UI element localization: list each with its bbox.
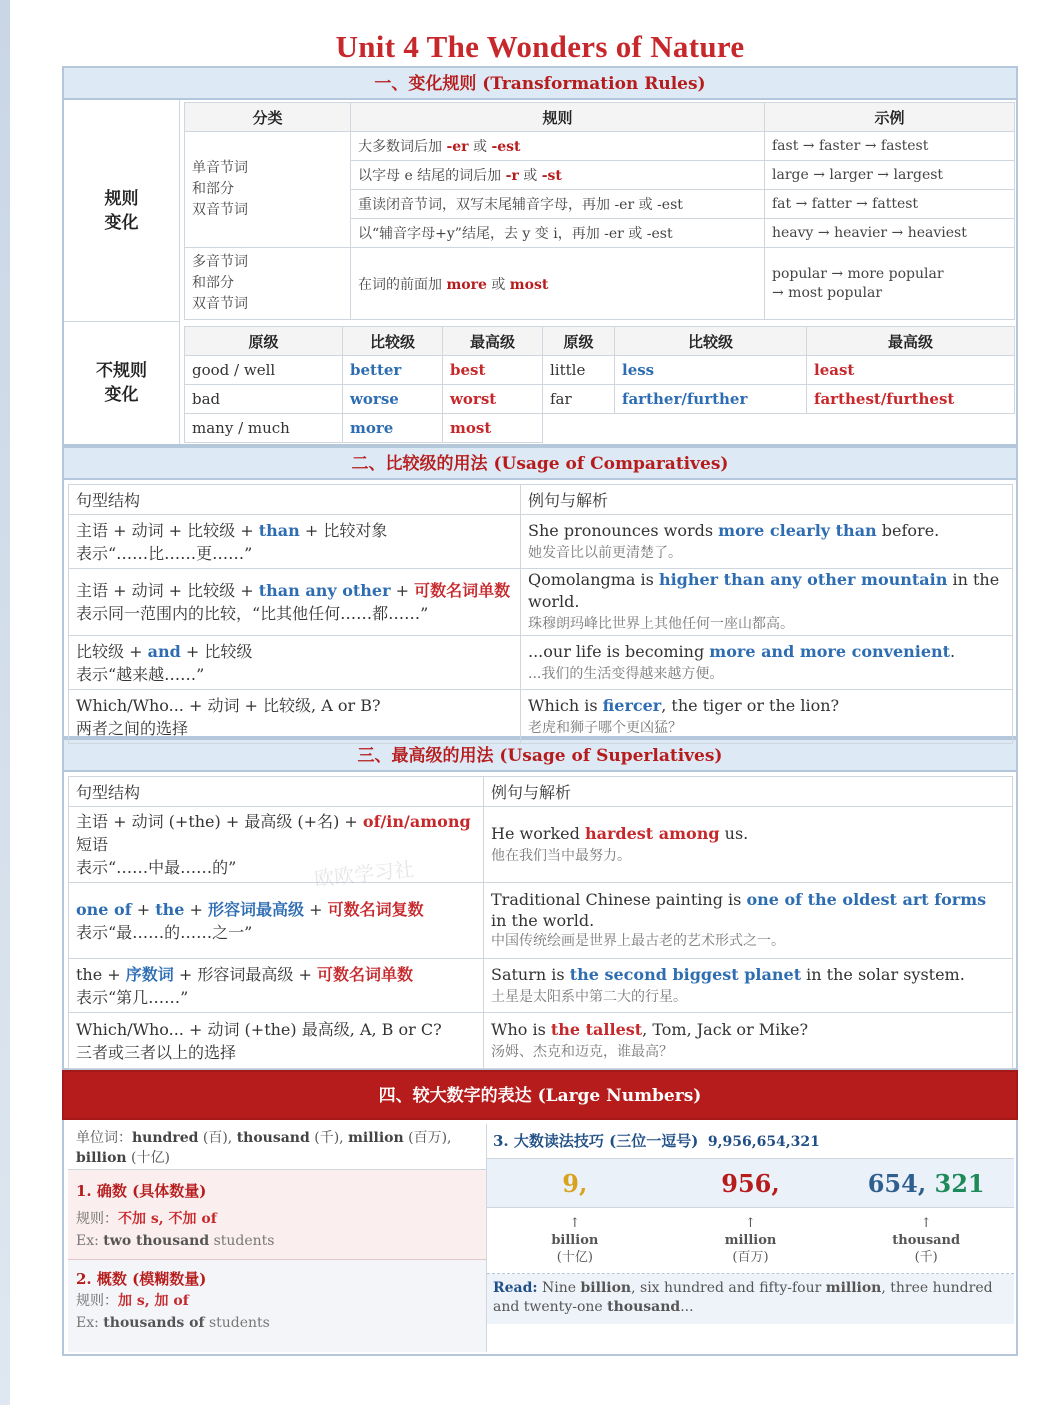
regular-rules-table (184, 102, 1014, 320)
table-row: 主语 + 动词 + 比较级 + than any other + 可数名词单数 表示同一范围内的比较，“比其他任何……都……” Qomolangma is higher than any other mountain in the world. 珠穆朗玛峰比世界上其他任何一座山都高。 (69, 569, 1013, 636)
comparatives-box (62, 480, 1018, 738)
reading-tip-column (486, 1124, 1014, 1352)
table-row: bad worse worst far farther/further farthest/furthest (185, 385, 1015, 414)
group-billion: 9, (562, 1168, 588, 1198)
section-header-large-numbers: 四、较大数字的表达 (Large Numbers) (62, 1070, 1018, 1120)
col-header-structure: 句型结构 (69, 777, 484, 807)
approx-number-title: 2. 概数 (模糊数量) (76, 1270, 207, 1288)
rule-cell: 大多数词后加 -er 或 -est (351, 132, 765, 161)
number-groups (487, 1158, 1014, 1208)
example-cell: heavy → heavier → heaviest (765, 219, 1015, 248)
col-header-example: 示例 (765, 103, 1015, 132)
table-row: good / well better best little less least (185, 356, 1015, 385)
category-single-syllable: 单音节词 和部分 双音节词 (185, 132, 351, 248)
col-header-superlative: 最高级 (807, 327, 1015, 356)
table-row: 比较级 + and + 比较级 表示“越来越……” ...our life is becoming more and more convenient. ...我们的生活变得越来越方便。 (69, 636, 1013, 690)
watermark: 欧欧学习社 (313, 856, 416, 892)
table-row: 主语 + 动词 (+the) + 最高级 (+名) + of/in/among 短语 表示“……中最……的” He worked hardest among us. 他在我们当中最努力。 (69, 807, 1013, 883)
exact-number-title: 1. 确数 (具体数量) (76, 1182, 207, 1200)
col-header-category: 分类 (185, 103, 351, 132)
read-example: Read: Nine billion, six hundred and fifty-four million, three hundred and twenty-one thousand... (487, 1274, 1014, 1324)
label-billion: ↑ billion (十亿) (551, 1216, 599, 1265)
rule-cell: 以“辅音字母+y”结尾，去 y 变 i，再加 -er 或 -est (351, 219, 765, 248)
transformation-rules-box (62, 100, 1018, 446)
large-numbers-box (62, 1120, 1018, 1356)
unit-words: 单位词：hundred (百), thousand (千), million (百万), billion (十亿) (68, 1124, 486, 1170)
table-row: Which/Who... + 动词 + 比较级, A or B? 两者之间的选择 Which is fiercer, the tiger or the lion? 老虎和狮子哪个更凶猛？ (69, 690, 1013, 744)
col-header-positive: 原级 (543, 327, 615, 356)
table-row: Which/Who... + 动词 (+the) 最高级, A, B or C? 三者或三者以上的选择 Who is the tallest, Tom, Jack or Mike? 汤姆、杰克和迈克，谁最高？ (69, 1013, 1013, 1069)
example-cell: fast → faster → fastest (765, 132, 1015, 161)
left-edge-strip (0, 0, 10, 1405)
approx-number-block: 2. 概数 (模糊数量) 规则：加 s, 加 of Ex: thousands of students (68, 1260, 486, 1352)
example-cell: fat → fatter → fattest (765, 190, 1015, 219)
category-multi-syllable: 多音节词 和部分 双音节词 (185, 248, 351, 320)
table-row: the + 序数词 + 形容词最高级 + 可数名词单数 表示“第几……” Saturn is the second biggest planet in the solar system. 土星是太阳系中第二大的行星。 (69, 959, 1013, 1013)
col-header-examples: 例句与解析 (484, 777, 1013, 807)
col-header-comparative: 比较级 (343, 327, 443, 356)
section-header-transformation: 一、变化规则 (Transformation Rules) (62, 66, 1018, 100)
table-row: one of + the + 形容词最高级 + 可数名词复数 表示“最……的……之一” Traditional Chinese painting is one of the oldest art forms in the world. 中国传统绘画是世界上最古老的艺术形式之一。 (69, 883, 1013, 959)
exact-number-block: 1. 确数 (具体数量) 规则：不加 s, 不加 of Ex: two thousand students (68, 1170, 486, 1260)
irregular-table (184, 326, 1014, 443)
col-header-structure: 句型结构 (69, 485, 521, 515)
label-million: ↑ million (百万) (724, 1216, 777, 1265)
rule-cell: 重读闭音节词，双写末尾辅音字母，再加 -er 或 -est (351, 190, 765, 219)
col-header-positive: 原级 (185, 327, 343, 356)
rule-cell: 以字母 e 结尾的词后加 -r 或 -st (351, 161, 765, 190)
irregular-change-label: 不规则 变化 (64, 322, 180, 444)
col-header-superlative: 最高级 (443, 327, 543, 356)
section-header-superlatives: 三、最高级的用法 (Usage of Superlatives) (62, 738, 1018, 772)
number-rules-column (68, 1124, 486, 1352)
group-thousand-and-units: 654, 321 (867, 1168, 985, 1198)
group-million: 956, (721, 1168, 780, 1198)
example-cell: popular → more popular → most popular (765, 248, 1015, 320)
page-title: Unit 4 The Wonders of Nature (335, 29, 745, 64)
superlatives-box (62, 772, 1018, 1070)
col-header-comparative: 比较级 (615, 327, 807, 356)
col-header-rule: 规则 (351, 103, 765, 132)
group-labels (487, 1208, 1014, 1274)
tip-header: 3. 大数读法技巧 (三位一逗号) 9,956,654,321 (493, 1132, 820, 1150)
section-header-comparatives: 二、比较级的用法 (Usage of Comparatives) (62, 446, 1018, 480)
table-row: many / much more most (185, 414, 1015, 443)
example-cell: large → larger → largest (765, 161, 1015, 190)
rule-cell: 在词的前面加 more 或 most (351, 248, 765, 320)
page (62, 0, 1018, 1356)
table-row: 主语 + 动词 + 比较级 + than + 比较对象 表示“……比……更……” She pronounces words more clearly than before. 她发音比以前更清楚了。 (69, 515, 1013, 569)
col-header-examples: 例句与解析 (521, 485, 1013, 515)
label-thousand: ↑ thousand (千) (892, 1216, 961, 1265)
regular-change-label: 规则 变化 (64, 100, 180, 322)
